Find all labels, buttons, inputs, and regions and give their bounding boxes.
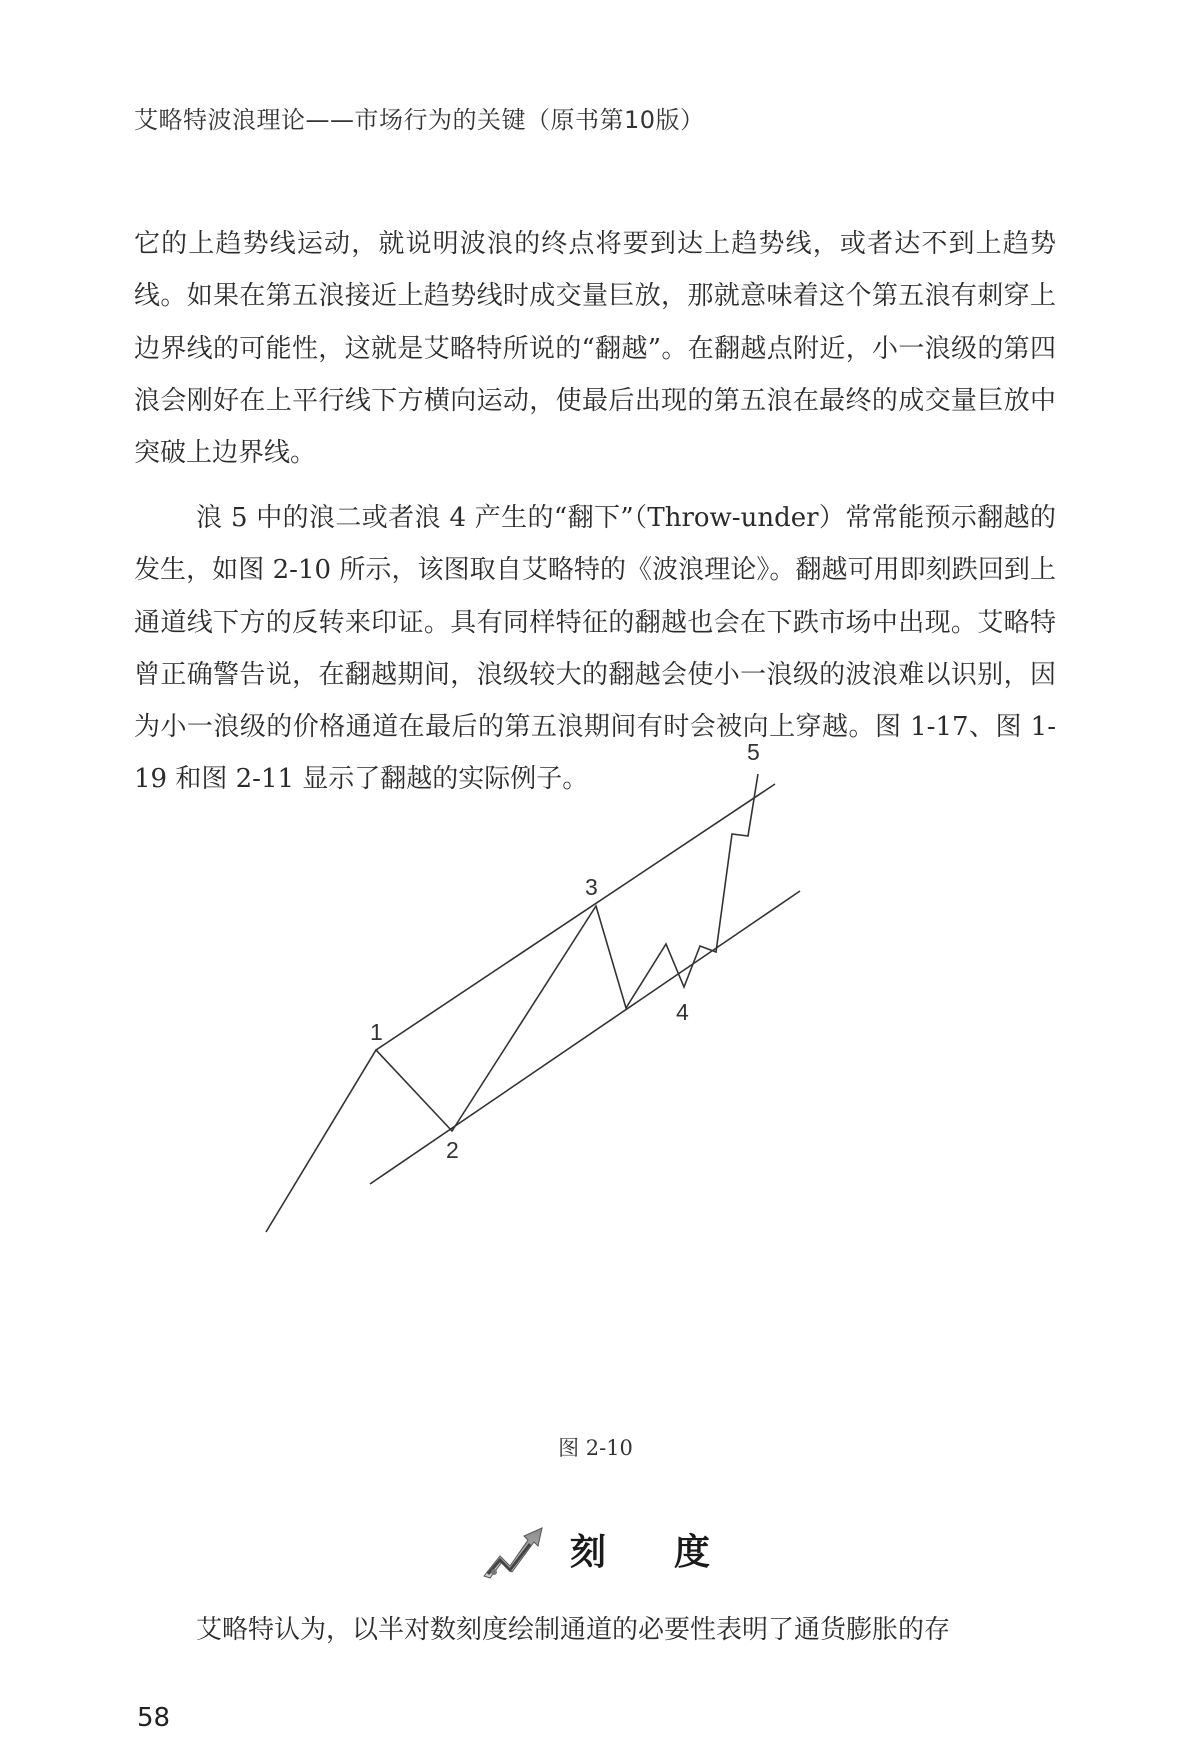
paragraph-1-text: 它的上趋势线运动，就说明波浪的终点将要到达上趋势线，或者达不到上趋势线。如果在第五浪接近上趋势线时成交量巨放，那就意味着这个第五浪有刺穿上边界线的可能性，这就是艾略特所说的“翻越”。在翻越点附近，小一浪级的第四浪会刚好在上平行线下方横向运动，使最后出现的第五浪在最终的成交量巨放中突破上边界线。	[134, 229, 1056, 469]
paragraph-2-text: 浪 5 中的浪二或者浪 4 产生的“翻下”（Throw-under）常常能预示翻越的发生，如图 2-10 所示，该图取自艾略特的《波浪理论》。翻越可用即刻跌回到上通道线下方的反转来印证。具有同样特征的翻越也会在下跌市场中出现。艾略特曾正确警告说，在翻越期间，浪级较大的翻越会使小一浪级的波浪难以识别，因为小一浪级的价格通道在最后的第五浪期间有时会被向上穿越。图 1-17、图 1-19 和图 2-11 显示了翻越的实际例子。	[134, 503, 1056, 795]
figure-caption: 图 2-10	[558, 1436, 633, 1460]
paragraph-2	[134, 492, 1056, 806]
page-number: 58	[137, 1703, 171, 1733]
paragraph-3-text: 艾略特认为，以半对数刻度绘制通道的必要性表明了通货膨胀的存	[196, 1615, 951, 1645]
section-heading-text: 刻度	[570, 1531, 779, 1573]
rising-arrow-chart-icon	[480, 1516, 556, 1582]
upper-channel-line	[376, 784, 775, 1050]
wave-diagram	[280, 739, 920, 1400]
diagram-lines	[266, 774, 800, 1232]
wave-label-2: 2	[446, 1137, 459, 1163]
wave-label-5: 5	[747, 739, 760, 765]
section-heading	[480, 1516, 778, 1582]
wave-label-3: 3	[585, 874, 598, 900]
lower-channel-line	[370, 891, 800, 1184]
wave-label-4: 4	[676, 999, 689, 1025]
wave-label-1: 1	[370, 1019, 383, 1045]
wave-channel-figure	[280, 739, 920, 1400]
paragraph-1	[134, 218, 1056, 479]
paragraph-3	[134, 1604, 1056, 1656]
running-header-title: 艾略特波浪理论——市场行为的关键（原书第10版）	[134, 106, 705, 134]
